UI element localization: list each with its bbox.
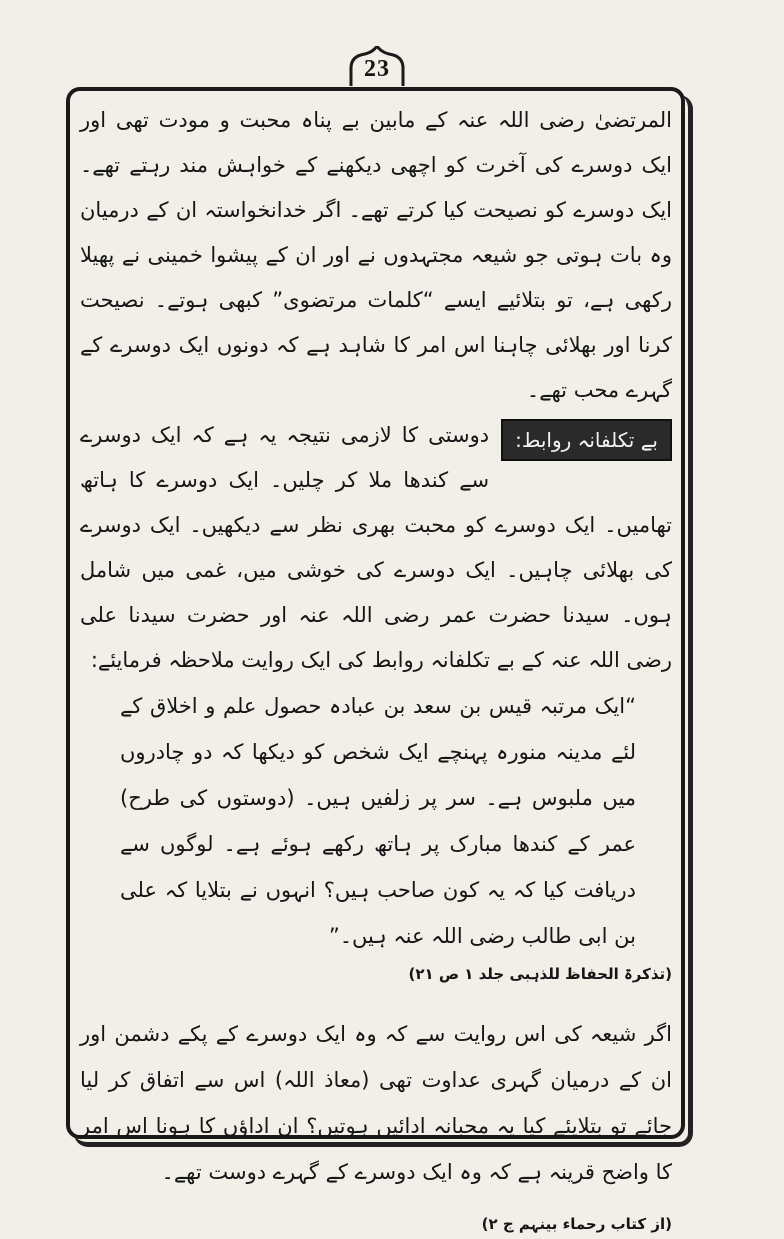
book-source	[80, 1209, 672, 1239]
closing-block	[80, 1011, 672, 1195]
intro-paragraph: المرتضیٰ رضی اللہ عنہ کے مابین بے پناہ محبت و مودت تھی اور ایک دوسرے کی آخرت کو اچھی دیکھنے کے خواہش مند رہتے تھے۔ ایک دوسرے کو نصیحت کیا کرتے تھے۔ اگر خدانخواستہ ان کے درمیان وہ بات ہوتی جو شیعہ مجتہدوں نے اور ان کے پیشوا خمینی نے پھیلا رکھی ہے، تو بتلائیے ایسے “کلمات مرتضوی” کبھی ہوتے۔ نصیحت کرنا اور بھلائی چاہنا اس امر کا شاہد ہے کہ دونوں ایک دوسرے کے گہرے محب تھے۔	[80, 108, 672, 402]
quote-reference	[80, 959, 672, 989]
section-heading: بے تکلفانہ روابط:	[501, 419, 672, 461]
page-content	[80, 98, 672, 1239]
page-number-tab	[347, 46, 407, 86]
closing-paragraph: اگر شیعہ کی اس روایت سے کہ وہ ایک دوسرے کے پکے دشمن اور ان کے درمیان گہری عداوت تھی (معاذ اللہ) اس سے اتفاق کر لیا جائے تو بتلایئے کیا یہ محبانہ ادائیں ہوتیں؟ ان اداؤں کا ہونا اس امر کا واضح قرینہ ہے کہ وہ ایک دوسرے کے گہرے دوست تھے۔	[80, 1022, 672, 1184]
quote-block	[120, 683, 636, 959]
book-source-text: (از کتاب رحماء بینہم ج ۲)	[481, 1215, 672, 1233]
quote-text: “ایک مرتبہ قیس بن سعد بن عبادہ حصول علم و اخلاق کے لئے مدینہ منورہ پہنچے ایک شخص کو دیکھا کہ دو چادروں میں ملبوس ہے۔ سر پر زلفیں ہیں۔ (دوستوں کی طرح) عمر کے کندھا مبارک پر ہاتھ رکھے ہوئے ہے۔ لوگوں سے دریافت کیا کہ یہ کون صاحب ہیں؟ انہوں نے بتلایا کہ علی بن ابی طالب رضی اللہ عنہ ہیں۔”	[120, 694, 636, 948]
quote-reference-text: (تذکرۃ الحفاظ للذہبی جلد ۱ ص ۲۱)	[408, 965, 672, 983]
section-block	[80, 413, 672, 683]
section-paragraph: دوستی کا لازمی نتیجہ یہ ہے کہ ایک دوسرے سے کندھا ملا کر چلیں۔ ایک دوسرے کا ہاتھ تھامیں۔ ایک دوسرے کو محبت بھری نظر سے دیکھیں۔ ایک دوسرے کی بھلائی چاہیں۔ ایک دوسرے کی خوشی میں، غمی میں شامل ہوں۔ سیدنا حضرت عمر رضی اللہ عنہ اور حضرت سیدنا علی رضی اللہ عنہ کے بے تکلفانہ روابط کی ایک روایت ملاحظہ فرمایئے:	[80, 423, 672, 672]
page-number: 23	[364, 56, 390, 82]
